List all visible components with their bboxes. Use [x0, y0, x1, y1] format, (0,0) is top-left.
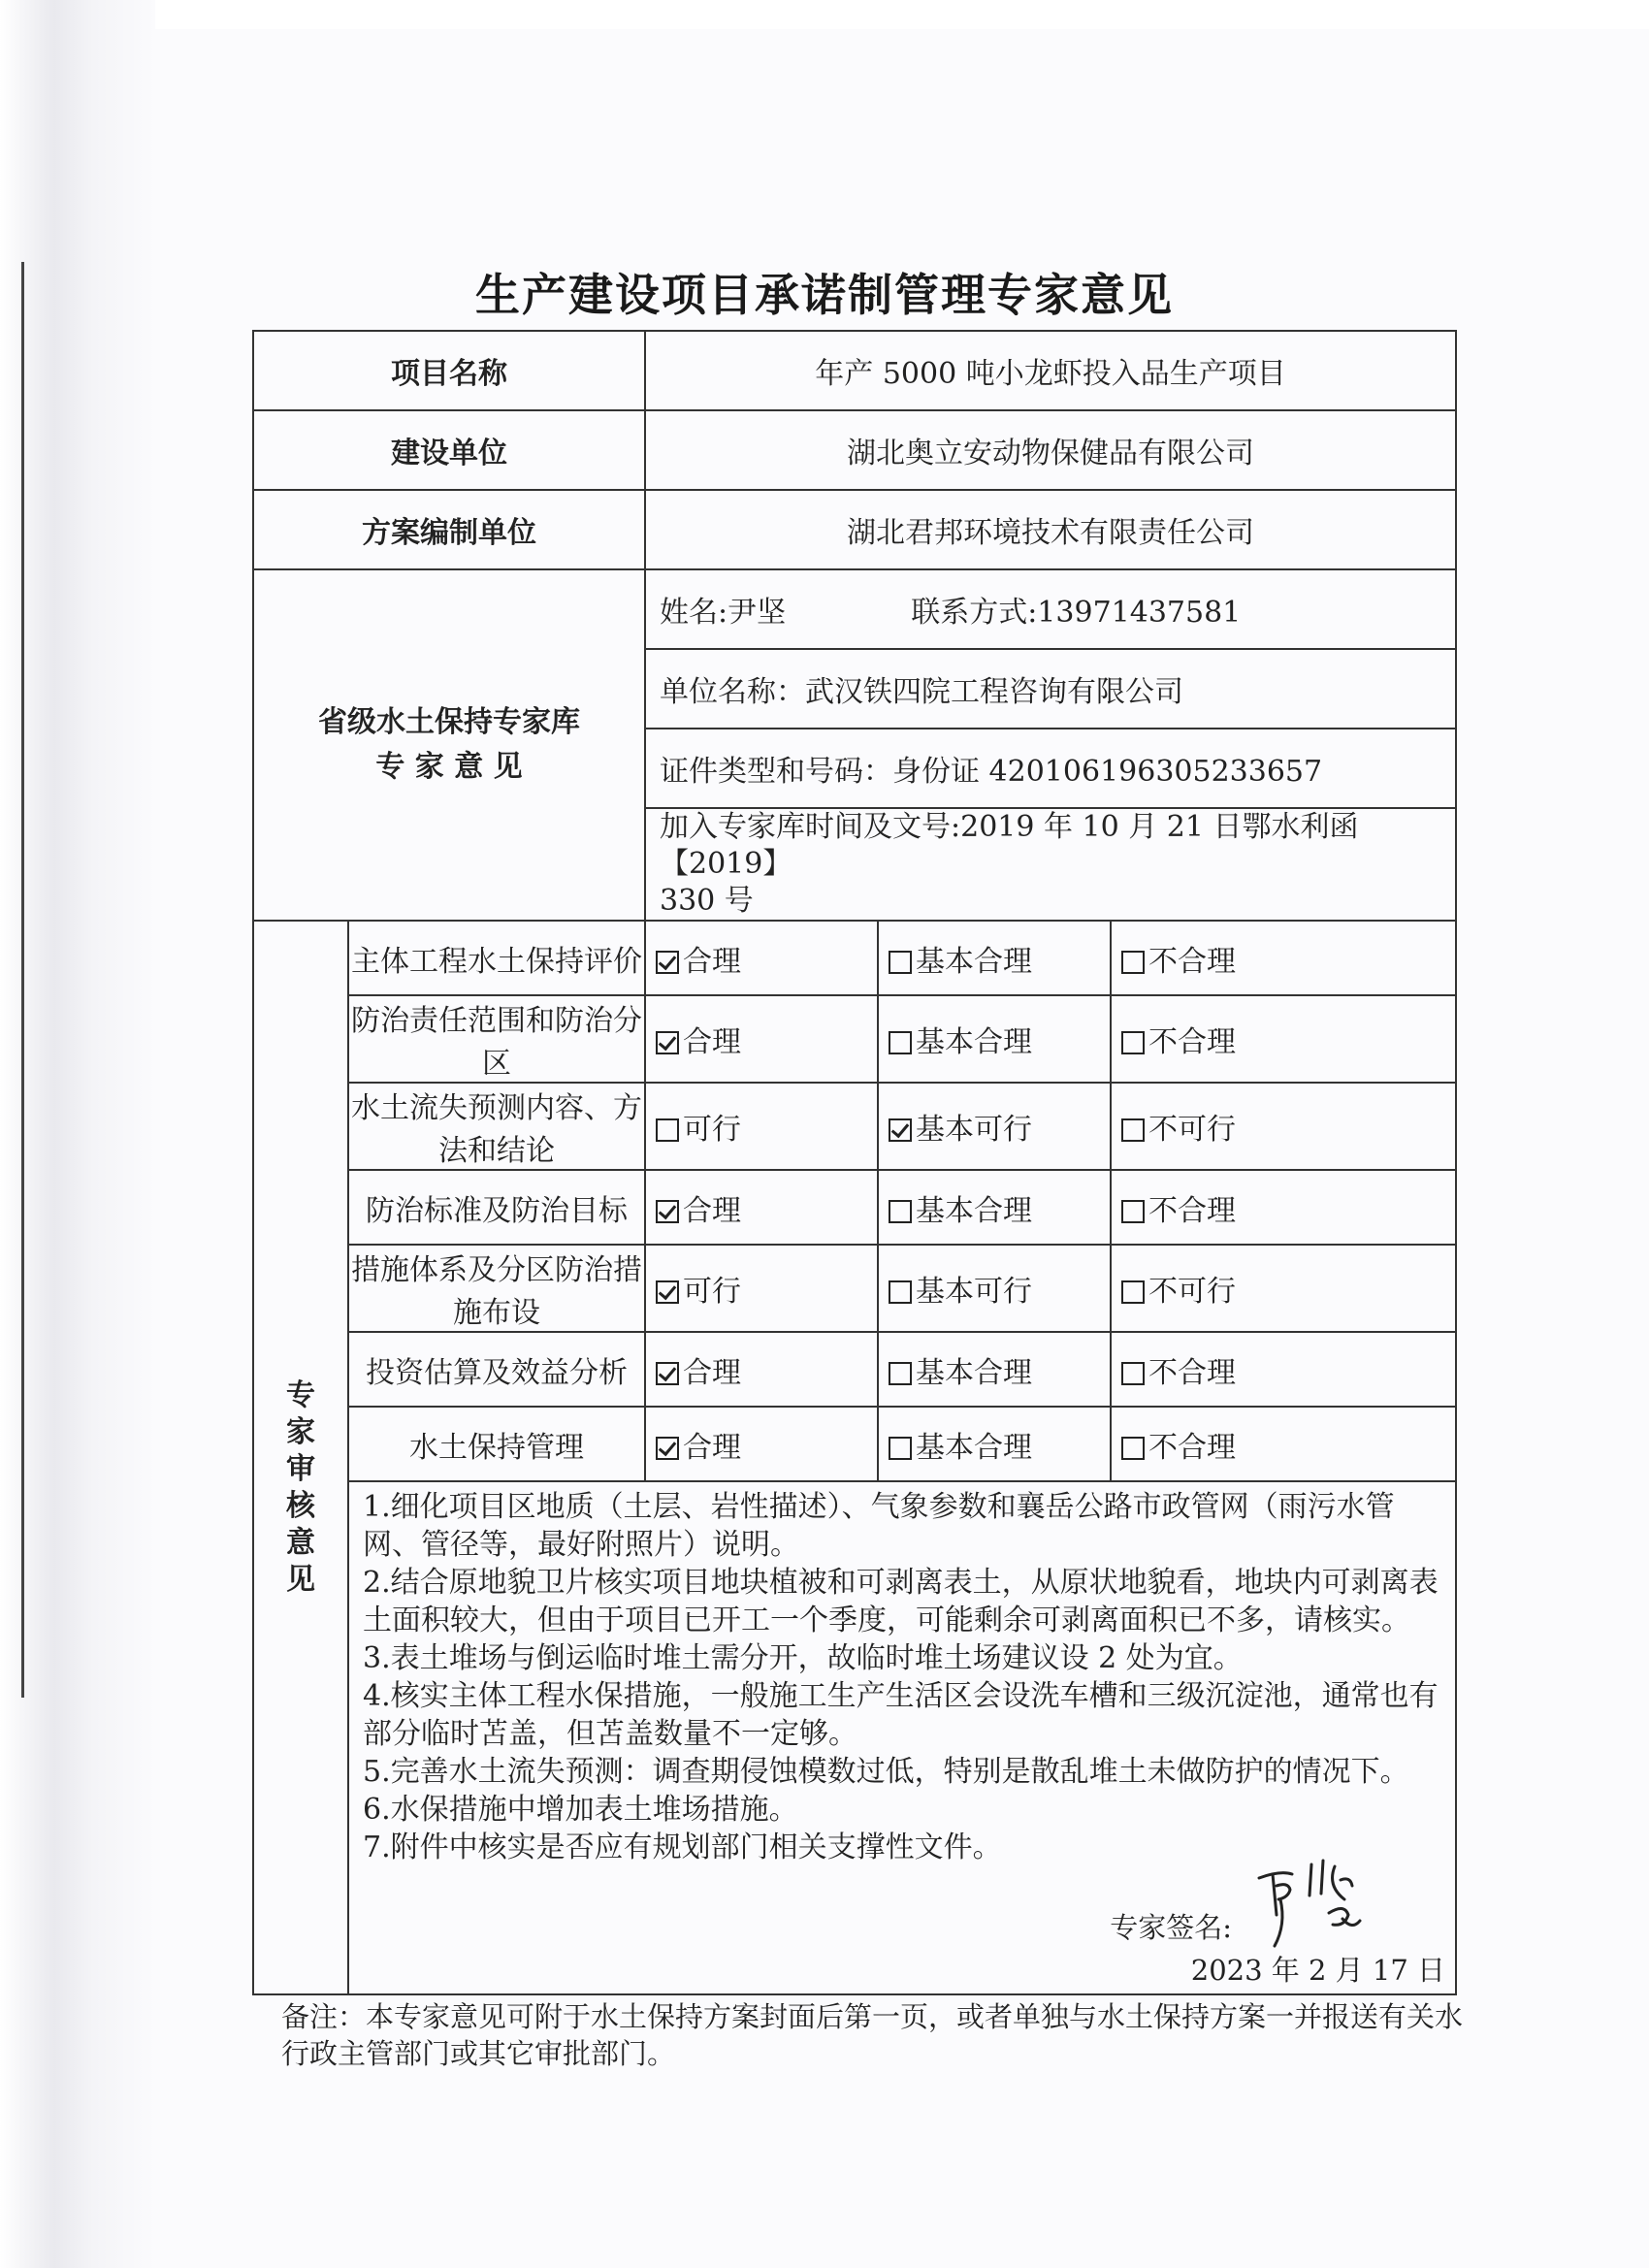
review-option[interactable]: 基本可行	[878, 1245, 1111, 1332]
comment-item: 2.结合原地貌卫片核实项目地块植被和可剥离表土，从原状地貌看，地块内可剥离表土面积较大，但由于项目已开工一个季度，可能剩余可剥离面积已不多，请核实。	[363, 1566, 1439, 1637]
expert-join-cell	[645, 808, 1456, 921]
review-option[interactable]: 不合理	[1111, 1332, 1456, 1407]
expert-join-line1: 加入专家库时间及文号:2019 年 10 月 21 日鄂水利函【2019】	[660, 810, 1359, 881]
builder-label: 建设单位	[253, 410, 645, 490]
review-item-label: 水土流失预测内容、方法和结论	[348, 1083, 645, 1170]
expert-contact: 联系方式:13971437581	[911, 596, 1242, 630]
review-option[interactable]: 基本合理	[878, 1170, 1111, 1245]
comment-item: 4.核实主体工程水保措施，一般施工生产生活区会设洗车槽和三级沉淀池，通常也有部分临时苫盖，但苫盖数量不一定够。	[363, 1679, 1439, 1751]
review-item-label: 防治标准及防治目标	[348, 1170, 645, 1245]
review-option[interactable]: 合理	[645, 921, 878, 995]
review-label: 专 家 审 核 意 见	[286, 1378, 315, 1597]
opinion-form-table	[252, 330, 1457, 1995]
review-option[interactable]: 基本合理	[878, 1332, 1111, 1407]
review-row	[253, 1170, 1456, 1245]
expert-unit: 单位名称：武汉铁四院工程咨询有限公司	[645, 649, 1456, 729]
signature-area	[363, 1866, 1445, 1944]
review-option[interactable]: 可行	[645, 1083, 878, 1170]
checkbox-checked[interactable]	[656, 1437, 679, 1460]
expert-name-cell	[645, 569, 1456, 649]
review-item-label: 水土保持管理	[348, 1407, 645, 1481]
expert-db-label	[253, 569, 645, 921]
checkbox-unchecked[interactable]	[656, 1118, 679, 1142]
review-comments-row	[253, 1481, 1456, 1994]
author-label: 方案编制单位	[253, 490, 645, 569]
review-option[interactable]: 合理	[645, 1332, 878, 1407]
sign-date: 2023 年 2 月 17 日	[1190, 1954, 1446, 1987]
comment-item: 5.完善水土流失预测：调查期侵蚀模数过低，特别是散乱堆土未做防护的情况下。	[363, 1755, 1409, 1789]
comment-item: 3.表土堆场与倒运临时堆土需分开，故临时堆土场建议设 2 处为宜。	[363, 1641, 1243, 1675]
checkbox-unchecked[interactable]	[889, 951, 912, 974]
author-value: 湖北君邦环境技术有限责任公司	[645, 490, 1456, 569]
checkbox-unchecked[interactable]	[1121, 1031, 1145, 1054]
review-option[interactable]: 基本合理	[878, 921, 1111, 995]
review-option[interactable]: 不合理	[1111, 1407, 1456, 1481]
review-option[interactable]: 不可行	[1111, 1245, 1456, 1332]
review-row	[253, 1332, 1456, 1407]
review-option[interactable]: 基本合理	[878, 1407, 1111, 1481]
checkbox-unchecked[interactable]	[1121, 1280, 1145, 1304]
page-top-margin	[0, 0, 1649, 29]
handwritten-signature	[1251, 1857, 1368, 1954]
checkbox-unchecked[interactable]	[889, 1031, 912, 1054]
review-row	[253, 1245, 1456, 1332]
review-row	[253, 1407, 1456, 1481]
review-option[interactable]: 不可行	[1111, 1083, 1456, 1170]
expert-db-label-line1: 省级水土保持专家库	[318, 705, 580, 739]
comment-item: 7.附件中核实是否应有规划部门相关支撑性文件。	[363, 1831, 1002, 1864]
builder-value: 湖北奥立安动物保健品有限公司	[645, 410, 1456, 490]
row-project-name	[253, 331, 1456, 410]
row-author	[253, 490, 1456, 569]
review-row	[253, 921, 1456, 995]
comment-item: 1.细化项目区地质（土层、岩性描述）、气象参数和襄岳公路市政管网（雨污水管网、管径等，最好附照片）说明。	[363, 1490, 1395, 1562]
checkbox-unchecked[interactable]	[889, 1200, 912, 1223]
checkbox-checked[interactable]	[656, 1200, 679, 1223]
review-option[interactable]: 合理	[645, 995, 878, 1083]
project-name-value: 年产 5000 吨小龙虾投入品生产项目	[645, 331, 1456, 410]
binding-edge-line	[21, 262, 24, 1698]
checkbox-unchecked[interactable]	[1121, 951, 1145, 974]
review-option[interactable]: 基本合理	[878, 995, 1111, 1083]
review-label-cell	[253, 921, 348, 1994]
expert-db-label-line2: 专 家 意 见	[375, 750, 523, 784]
review-item-label: 措施体系及分区防治措施布设	[348, 1245, 645, 1332]
checkbox-checked[interactable]	[656, 951, 679, 974]
row-builder	[253, 410, 1456, 490]
project-name-label: 项目名称	[253, 331, 645, 410]
review-option[interactable]: 合理	[645, 1170, 878, 1245]
review-item-label: 投资估算及效益分析	[348, 1332, 645, 1407]
review-option[interactable]: 合理	[645, 1407, 878, 1481]
checkbox-checked[interactable]	[656, 1031, 679, 1054]
comment-item: 6.水保措施中增加表土堆场措施。	[363, 1793, 798, 1827]
row-expert-name	[253, 569, 1456, 649]
checkbox-unchecked[interactable]	[1121, 1362, 1145, 1385]
checkbox-unchecked[interactable]	[889, 1362, 912, 1385]
document-title: 生产建设项目承诺制管理专家意见	[475, 269, 1174, 321]
checkbox-checked[interactable]	[656, 1280, 679, 1304]
review-item-label: 防治责任范围和防治分区	[348, 995, 645, 1083]
checkbox-checked[interactable]	[656, 1362, 679, 1385]
signature-label: 专家签名:	[1110, 1911, 1233, 1944]
review-option[interactable]: 不合理	[1111, 921, 1456, 995]
checkbox-unchecked[interactable]	[1121, 1437, 1145, 1460]
expert-id: 证件类型和号码：身份证 420106196305233657	[645, 729, 1456, 808]
review-option[interactable]: 不合理	[1111, 1170, 1456, 1245]
review-row	[253, 995, 1456, 1083]
expert-join-line2: 330 号	[660, 884, 754, 918]
review-row	[253, 1083, 1456, 1170]
review-option[interactable]: 不合理	[1111, 995, 1456, 1083]
footnote: 备注：本专家意见可附于水土保持方案封面后第一页，或者单独与水土保持方案一并报送有关水行政主管部门或其它审批部门。	[281, 2000, 1464, 2070]
review-option[interactable]: 可行	[645, 1245, 878, 1332]
checkbox-unchecked[interactable]	[1121, 1118, 1145, 1142]
checkbox-unchecked[interactable]	[889, 1437, 912, 1460]
review-option[interactable]: 基本可行	[878, 1083, 1111, 1170]
expert-name: 姓名:尹坚	[660, 596, 787, 630]
review-item-label: 主体工程水土保持评价	[348, 921, 645, 995]
checkbox-unchecked[interactable]	[889, 1280, 912, 1304]
review-comments	[348, 1481, 1456, 1994]
checkbox-checked[interactable]	[889, 1118, 912, 1142]
checkbox-unchecked[interactable]	[1121, 1200, 1145, 1223]
